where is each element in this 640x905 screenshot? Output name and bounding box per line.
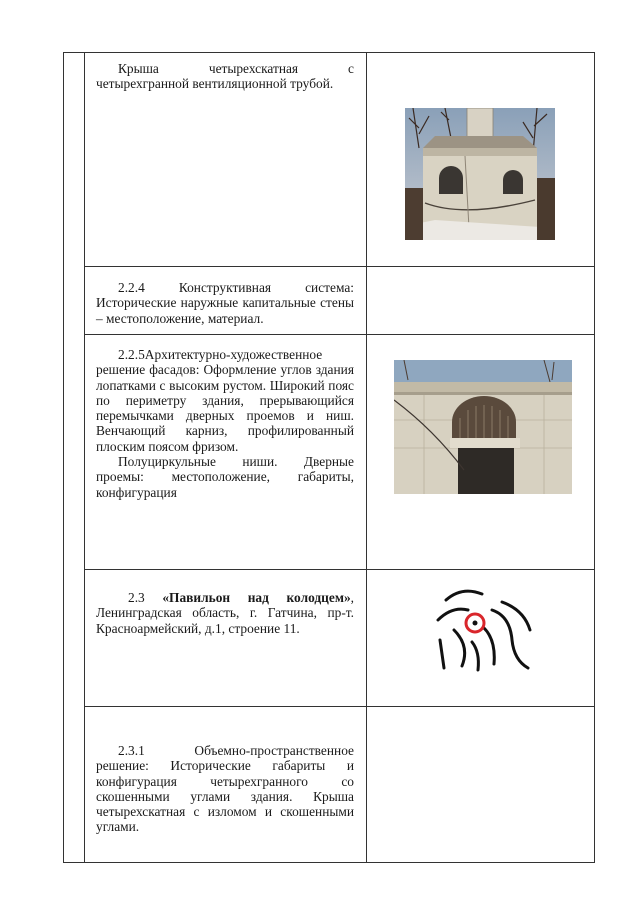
row-2-paragraph: 2.2.4 Конструктивная система: Исторические наружные капитальные стены – местоположение, материал. xyxy=(96,280,354,326)
row-1-text xyxy=(96,61,354,92)
table-column-divider-1 xyxy=(84,52,85,862)
row-2-text xyxy=(96,280,354,326)
row-4-text xyxy=(96,590,354,636)
row-3-text xyxy=(96,347,354,500)
table-left-border xyxy=(63,52,64,862)
pavilion-roof-photo xyxy=(405,108,555,240)
row-divider-3 xyxy=(84,569,595,570)
row-3-paragraph-2: Полуциркульные ниши. Дверные проемы: местоположение, габариты, конфигурация xyxy=(96,454,354,500)
row-divider-2 xyxy=(84,334,595,335)
row-5-paragraph: 2.3.1 Объемно-пространственное решение: Исторические габариты и конфигурация четырехгранного со скошенными углами здания. Крыша четырехскатная с изломом и скошенными углами. xyxy=(96,743,354,835)
row-divider-1 xyxy=(84,266,595,267)
location-map-fragment xyxy=(432,580,532,672)
row-divider-4 xyxy=(84,706,595,707)
row-5-text xyxy=(96,743,354,835)
table-bottom-border xyxy=(63,862,595,863)
object-title: «Павильон над колодцем» xyxy=(162,590,351,605)
row-3-paragraph-1: 2.2.5Архитектурно-художественное решение фасадов: Оформление углов здания лопатками с высоким рустом. Широкий пояс по периметру здания, прерывающийся перемычками дверных проемов и ниш. Венчающий карниз, профилированный плоским поясом фризом. xyxy=(96,347,354,454)
table-column-divider-2 xyxy=(366,52,367,862)
table-right-border xyxy=(594,52,595,862)
object-address: Ленинградская область, г. Гатчина, пр-т. Красноармейский, д.1, строение 11. xyxy=(96,605,354,636)
section-number: 2.3 xyxy=(128,590,145,605)
row-1-paragraph: Крыша четырехскатная с четырехгранной вентиляционной трубой. xyxy=(96,61,354,92)
facade-detail-photo xyxy=(394,360,572,494)
table-top-border xyxy=(63,52,595,53)
row-4-paragraph: 2.3 «Павильон над колодцем», Ленинградская область, г. Гатчина, пр-т. Красноармейский, д.1, строение 11. xyxy=(96,590,354,636)
